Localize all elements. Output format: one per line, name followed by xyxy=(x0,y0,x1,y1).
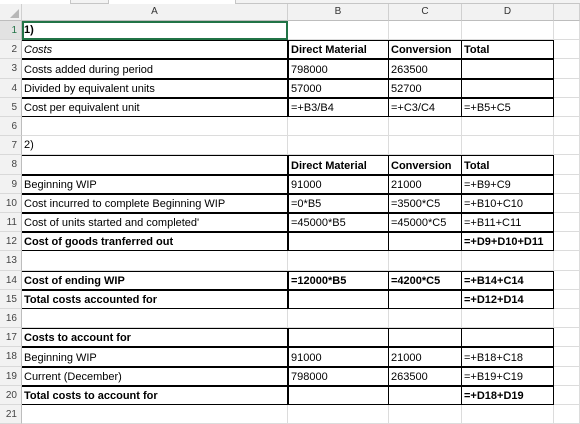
cell-d13[interactable] xyxy=(462,251,554,271)
row-header-10[interactable]: 10 xyxy=(0,194,22,213)
cell-b8[interactable]: Direct Material xyxy=(288,155,389,175)
cell-b15[interactable] xyxy=(288,290,389,309)
cell-filler-10 xyxy=(554,194,580,213)
cell-b4[interactable]: 57000 xyxy=(288,79,389,98)
column-header-a[interactable]: A xyxy=(22,4,288,21)
cell-c2[interactable]: Conversion xyxy=(389,40,462,59)
cell-d2[interactable]: Total xyxy=(462,40,554,59)
row-header-8[interactable]: 8 xyxy=(0,155,22,175)
row-header-20[interactable]: 20 xyxy=(0,386,22,405)
column-header-filler xyxy=(554,4,580,21)
cell-c15[interactable] xyxy=(389,290,462,309)
cell-b14[interactable]: =12000*B5 xyxy=(288,271,389,290)
cell-filler-6 xyxy=(554,117,580,136)
cell-c18[interactable]: 21000 xyxy=(389,347,462,367)
cell-c9[interactable]: 21000 xyxy=(389,175,462,194)
cell-d16[interactable] xyxy=(462,309,554,328)
cell-c12[interactable] xyxy=(389,232,462,251)
cell-b3[interactable]: 798000 xyxy=(288,59,389,79)
cell-b21[interactable] xyxy=(288,405,389,424)
cell-d3[interactable] xyxy=(462,59,554,79)
row-header-11[interactable]: 11 xyxy=(0,213,22,232)
cell-b17[interactable] xyxy=(288,328,389,347)
cell-filler-4 xyxy=(554,79,580,98)
row-header-2[interactable]: 2 xyxy=(0,40,22,59)
row-header-9[interactable]: 9 xyxy=(0,175,22,194)
cell-filler-18 xyxy=(554,347,580,367)
cell-c8[interactable]: Conversion xyxy=(389,155,462,175)
row-header-15[interactable]: 15 xyxy=(0,290,22,309)
cell-filler-1 xyxy=(554,21,580,40)
cell-filler-7 xyxy=(554,136,580,155)
cell-d21[interactable] xyxy=(462,405,554,424)
row-header-5[interactable]: 5 xyxy=(0,98,22,117)
select-all-corner[interactable] xyxy=(0,4,22,21)
cell-b5[interactable]: =+B3/B4 xyxy=(288,98,389,117)
cell-filler-16 xyxy=(554,309,580,328)
row-header-1[interactable]: 1 xyxy=(0,21,22,40)
cell-d17[interactable] xyxy=(462,328,554,347)
cell-b2[interactable]: Direct Material xyxy=(288,40,389,59)
cell-d20[interactable]: =+D18+D19 xyxy=(462,386,554,405)
cell-a2[interactable]: Costs xyxy=(22,40,288,59)
cell-a19[interactable]: Current (December) xyxy=(22,367,288,386)
cell-a5[interactable]: Cost per equivalent unit xyxy=(22,98,288,117)
cell-d14[interactable]: =+B14+C14 xyxy=(462,271,554,290)
cell-filler-19 xyxy=(554,367,580,386)
cell-a4[interactable]: Divided by equivalent units xyxy=(22,79,288,98)
cell-c4[interactable]: 52700 xyxy=(389,79,462,98)
cell-a8[interactable] xyxy=(22,155,288,175)
cell-a6[interactable] xyxy=(22,117,288,136)
cell-a7[interactable]: 2) xyxy=(22,136,288,155)
row-header-21[interactable]: 21 xyxy=(0,405,22,424)
cell-b7[interactable] xyxy=(288,136,389,155)
row-header-7[interactable]: 7 xyxy=(0,136,22,155)
column-header-d[interactable]: D xyxy=(462,4,554,21)
cell-d11[interactable]: =+B11+C11 xyxy=(462,213,554,232)
cell-d9[interactable]: =+B9+C9 xyxy=(462,175,554,194)
cell-filler-3 xyxy=(554,59,580,79)
cell-a1[interactable]: 1) xyxy=(22,21,288,40)
cell-b16[interactable] xyxy=(288,309,389,328)
cell-c3[interactable]: 263500 xyxy=(389,59,462,79)
cell-c21[interactable] xyxy=(389,405,462,424)
cell-b12[interactable] xyxy=(288,232,389,251)
cell-d19[interactable]: =+B19+C19 xyxy=(462,367,554,386)
cell-a21[interactable] xyxy=(22,405,288,424)
cell-c20[interactable] xyxy=(389,386,462,405)
cell-a12[interactable]: Cost of goods tranferred out xyxy=(22,232,288,251)
cell-d12[interactable]: =+D9+D10+D11 xyxy=(462,232,554,251)
cell-filler-17 xyxy=(554,328,580,347)
row-header-4[interactable]: 4 xyxy=(0,79,22,98)
cell-b13[interactable] xyxy=(288,251,389,271)
row-header-19[interactable]: 19 xyxy=(0,367,22,386)
cell-d7[interactable] xyxy=(462,136,554,155)
cell-filler-12 xyxy=(554,232,580,251)
cell-b10[interactable]: =0*B5 xyxy=(288,194,389,213)
cell-d6[interactable] xyxy=(462,117,554,136)
cell-d15[interactable]: =+D12+D14 xyxy=(462,290,554,309)
cell-d4[interactable] xyxy=(462,79,554,98)
cell-d18[interactable]: =+B18+C18 xyxy=(462,347,554,367)
cell-a3[interactable]: Costs added during period xyxy=(22,59,288,79)
cell-b6[interactable] xyxy=(288,117,389,136)
cell-a14[interactable]: Cost of ending WIP xyxy=(22,271,288,290)
cell-c6[interactable] xyxy=(389,117,462,136)
cell-b20[interactable] xyxy=(288,386,389,405)
cell-c5[interactable]: =+C3/C4 xyxy=(389,98,462,117)
row-header-3[interactable]: 3 xyxy=(0,59,22,79)
cell-c14[interactable]: =4200*C5 xyxy=(389,271,462,290)
cell-a18[interactable]: Beginning WIP xyxy=(22,347,288,367)
cell-c17[interactable] xyxy=(389,328,462,347)
cell-c1[interactable] xyxy=(389,21,462,40)
cell-filler-21 xyxy=(554,405,580,424)
row-header-16[interactable]: 16 xyxy=(0,309,22,328)
cell-d1[interactable] xyxy=(462,21,554,40)
cell-filler-9 xyxy=(554,175,580,194)
cell-filler-2 xyxy=(554,40,580,59)
cell-a11[interactable]: Cost of units started and completed' xyxy=(22,213,288,232)
cell-a20[interactable]: Total costs to account for xyxy=(22,386,288,405)
column-header-c[interactable]: C xyxy=(389,4,462,21)
cell-filler-5 xyxy=(554,98,580,117)
cell-c11[interactable]: =45000*C5 xyxy=(389,213,462,232)
cell-b18[interactable]: 91000 xyxy=(288,347,389,367)
row-header-13[interactable]: 13 xyxy=(0,251,22,271)
cell-filler-14 xyxy=(554,271,580,290)
row-header-14[interactable]: 14 xyxy=(0,271,22,290)
row-header-17[interactable]: 17 xyxy=(0,328,22,347)
cell-filler-8 xyxy=(554,155,580,175)
cell-b9[interactable]: 91000 xyxy=(288,175,389,194)
cell-a16[interactable] xyxy=(22,309,288,328)
cell-d8[interactable]: Total xyxy=(462,155,554,175)
cell-d5[interactable]: =+B5+C5 xyxy=(462,98,554,117)
cell-c16[interactable] xyxy=(389,309,462,328)
cell-c13[interactable] xyxy=(389,251,462,271)
cell-filler-15 xyxy=(554,290,580,309)
cell-c7[interactable] xyxy=(389,136,462,155)
cell-d10[interactable]: =+B10+C10 xyxy=(462,194,554,213)
cell-b1[interactable] xyxy=(288,21,389,40)
cell-a9[interactable]: Beginning WIP xyxy=(22,175,288,194)
row-header-6[interactable]: 6 xyxy=(0,117,22,136)
cell-filler-13 xyxy=(554,251,580,271)
row-header-18[interactable]: 18 xyxy=(0,347,22,367)
corner-triangle-icon xyxy=(10,9,19,18)
cell-a10[interactable]: Cost incurred to complete Beginning WIP xyxy=(22,194,288,213)
cell-c10[interactable]: =3500*C5 xyxy=(389,194,462,213)
row-header-12[interactable]: 12 xyxy=(0,232,22,251)
cell-c19[interactable]: 263500 xyxy=(389,367,462,386)
cell-filler-20 xyxy=(554,386,580,405)
cell-a17[interactable]: Costs to account for xyxy=(22,328,288,347)
column-header-b[interactable]: B xyxy=(288,4,389,21)
cell-filler-11 xyxy=(554,213,580,232)
cell-b19[interactable]: 798000 xyxy=(288,367,389,386)
cell-a15[interactable]: Total costs accounted for xyxy=(22,290,288,309)
cell-a13[interactable] xyxy=(22,251,288,271)
cell-b11[interactable]: =45000*B5 xyxy=(288,213,389,232)
